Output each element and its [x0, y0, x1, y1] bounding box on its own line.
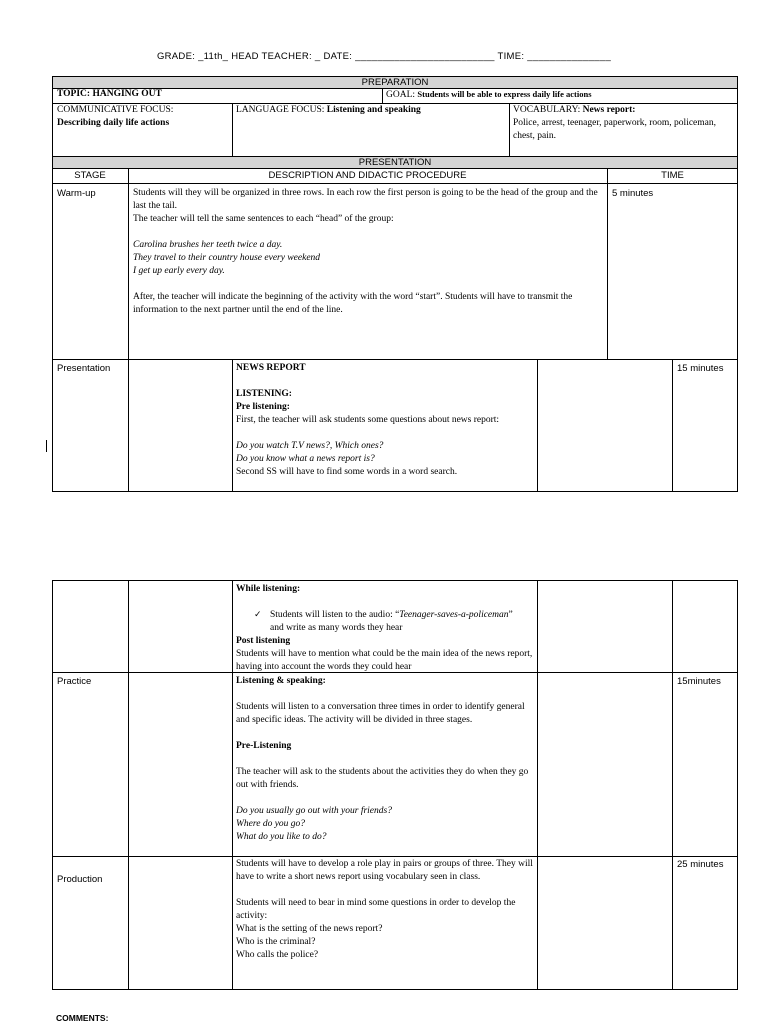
warmup-sentence-2: They travel to their country house every weekend — [133, 253, 321, 263]
language-focus — [236, 104, 506, 117]
presentation-description — [236, 362, 534, 479]
production-content — [236, 858, 534, 962]
comments-label: COMMENTS: — [56, 1013, 109, 1023]
warmup-sentence-1: Carolina brushes her teeth twice a day. — [133, 240, 283, 250]
communicative-focus — [57, 104, 229, 130]
lang-focus-label: LANGUAGE FOCUS: — [236, 105, 325, 115]
practice-content — [236, 675, 534, 844]
production-p1: Students will have to develop a role play in pairs or groups of three. They will have to write a short news report using vocabulary seen in class. — [236, 859, 533, 882]
vocab-label: VOCABULARY: — [513, 105, 581, 115]
production-q3: Who calls the police? — [236, 950, 319, 960]
audio-title: Teenager-saves-a-policeman — [399, 610, 509, 620]
vocab-sub: News report: — [582, 105, 636, 115]
warmup-p2: The teacher will tell the same sentences to each “head” of the group: — [133, 214, 394, 224]
pre-listening-heading: Pre listening: — [236, 402, 290, 412]
while-listening-heading: While listening: — [236, 584, 301, 594]
presentation-stage: Presentation — [57, 363, 111, 374]
text-cursor — [46, 440, 47, 452]
comm-focus-label: COMMUNICATIVE FOCUS: — [57, 105, 174, 115]
presentation-l2: Second SS will have to find some words in a word search. — [236, 467, 458, 477]
practice-heading: Listening & speaking: — [236, 676, 326, 686]
production-time: 25 minutes — [677, 859, 724, 870]
production-q1: What is the setting of the news report? — [236, 924, 383, 934]
warmup-time: 5 minutes — [612, 188, 654, 199]
warmup-p1: Students will they will be organized in three rows. In each row the first person is going to be the head of the group and the last the tail. — [133, 188, 598, 211]
warmup-description — [133, 187, 603, 317]
production-q2: Who is the criminal? — [236, 937, 316, 947]
practice-stage: Practice — [57, 676, 92, 687]
wl1: Students will listen to the audio: “ — [270, 610, 400, 620]
check-icon: ✓ — [254, 610, 262, 620]
header-line: GRADE: _11th_ HEAD TEACHER: _ DATE: _________________________ TIME: _______________ — [156, 51, 612, 62]
practice-time: 15minutes — [677, 676, 721, 687]
presentation-q1: Do you watch T.V news?, Which ones? — [236, 441, 384, 451]
news-report-heading: NEWS REPORT — [236, 363, 306, 373]
post-listening-text: Students will have to mention what could be the main idea of the news report, having into account the words they could hear — [236, 649, 533, 672]
presentation-time: 15 minutes — [677, 363, 724, 374]
post-listening-heading: Post listening — [236, 636, 291, 646]
practice-pre-listening: Pre-Listening — [236, 741, 292, 751]
vocab-text: Police, arrest, teenager, paperwork, room, policeman, chest, pain. — [513, 118, 716, 141]
while-listening-content — [236, 583, 534, 674]
goal-text: Students will be able to express daily life actions — [417, 89, 592, 99]
wl1-end: ” — [508, 610, 513, 620]
topic-label: TOPIC: HANGING OUT — [57, 89, 162, 99]
preparation-band: PREPARATION — [53, 77, 737, 88]
goal — [386, 88, 736, 102]
while-listening-item — [236, 609, 534, 622]
col-desc-header: DESCRIPTION AND DIDACTIC PROCEDURE — [268, 170, 467, 181]
presentation-band: PRESENTATION — [53, 157, 737, 168]
practice-q1: Do you usually go out with your friends? — [236, 806, 392, 816]
practice-q3: What do you like to do? — [236, 832, 327, 842]
warmup-p3: After, the teacher will indicate the beginning of the activity with the word “start”. Students will have to transmit the information to the next partner until the end of the line. — [133, 292, 573, 315]
col-stage-header: STAGE — [74, 170, 106, 181]
warmup-stage: Warm-up — [57, 188, 96, 199]
goal-label: GOAL: — [386, 90, 416, 100]
col-time-header: TIME — [661, 170, 684, 181]
presentation-q2: Do you know what a news report is? — [236, 454, 375, 464]
vocabulary — [513, 104, 735, 143]
production-stage: Production — [57, 874, 103, 885]
wl2: and write as many words they hear — [270, 623, 403, 633]
practice-p1: Students will listen to a conversation three times in order to identify general and specific ideas. The activity will be divided in three stages. — [236, 702, 525, 725]
production-p2: Students will need to bear in mind some questions in order to develop the activity: — [236, 898, 516, 921]
warmup-sentence-3: I get up early every day. — [133, 266, 225, 276]
lang-focus-text: Listening and speaking — [326, 105, 421, 115]
presentation-l1: First, the teacher will ask students some questions about news report: — [236, 415, 500, 425]
comm-focus-text: Describing daily life actions — [57, 118, 170, 128]
practice-p2: The teacher will ask to the students about the activities they do when they go out with friends. — [236, 767, 529, 790]
listening-heading: LISTENING: — [236, 389, 292, 399]
practice-q2: Where do you go? — [236, 819, 306, 829]
